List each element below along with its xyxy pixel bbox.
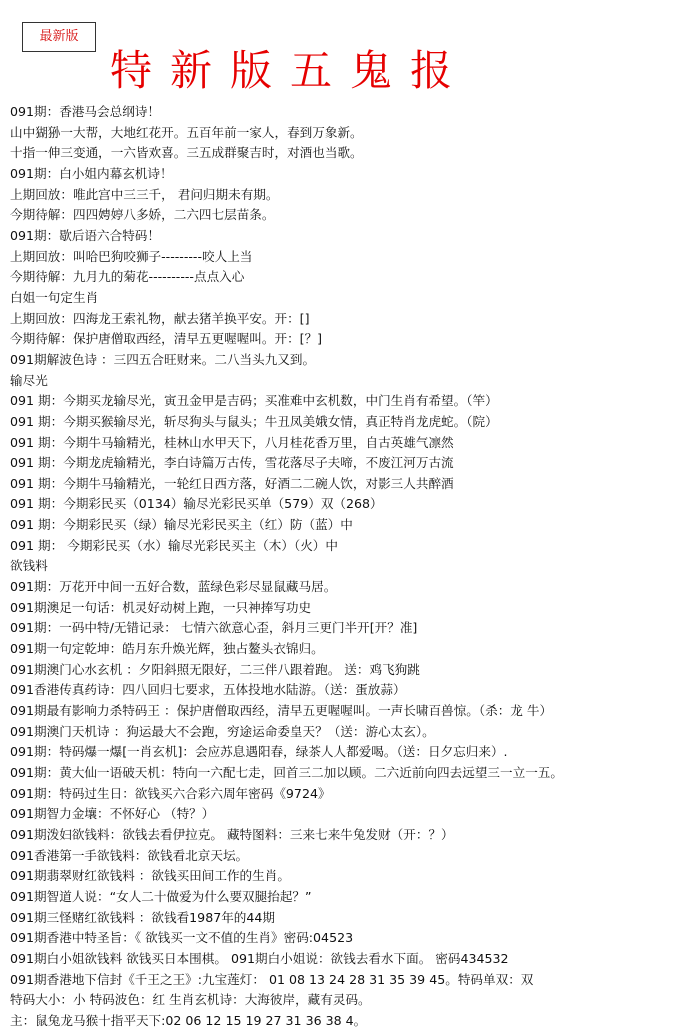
text-line: 091期：白小姐内幕玄机诗！ bbox=[10, 165, 173, 181]
text-line: 091 期：今期牛马输精光，一轮红日西方落，好酒二二碗人饮，对影三人共醉酒 bbox=[10, 475, 454, 491]
text-line: 091 期：今期彩民买（0134）输尽光彩民买单（579）双（268） bbox=[10, 496, 383, 512]
text-line: 091 期：今期买猴输尽光，斩尽狗头与鼠头；牛丑凤美娥女情，真正特肖龙虎蛇。（院） bbox=[10, 413, 498, 429]
text-line: 091期香港地下信封《千王之王》:九宝莲灯： 01 08 13 24 28 31 35 39 45。特码单双：双 bbox=[10, 971, 534, 987]
document-body bbox=[10, 102, 686, 1032]
text-line: 今期待解：保护唐僧取西经，清早五更喔喔叫。开：[？] bbox=[10, 331, 323, 347]
text-line: 091期澳门天机诗 ：狗运最大不会跑，穷途运命委皇天？（送：游心太玄）。 bbox=[10, 723, 435, 739]
text-line: 今期待解：四四娉婷八多娇，二六四七层苗条。 bbox=[10, 207, 275, 223]
text-line: 091期：香港马会总纲诗！ bbox=[10, 104, 160, 119]
text-line: 上期回放：唯此宫中三三千， 君问归期未有期。 bbox=[10, 186, 279, 202]
text-line: 091期澳门心水玄机 ：夕阳斜照无限好，二三伴八跟着跑。 送：鸡飞狗跳 bbox=[10, 661, 420, 677]
text-line: 091 期：今期龙虎输精光，李白诗篇万古传，雪花落尽子夫啼，不废江河万古流 bbox=[10, 455, 454, 471]
text-line: 091期：特码爆一爆[一肖玄机]：会应苏息遇阳春，绿茶人人都爱喝。（送：日夕忘归来）. bbox=[10, 744, 508, 760]
text-line: 091 期：今期牛马输精光，桂林山水甲天下，八月桂花香万里，自古英雄气凛然 bbox=[10, 434, 454, 450]
text-line: 主：鼠兔龙马猴十指平天下:02 06 12 15 19 27 31 36 38 4。 bbox=[10, 1012, 367, 1028]
text-line: 091期：黄大仙一语破天机：特向一六配七走，回首三二加以顾。二六近前向四去远望三一立一五。 bbox=[10, 765, 563, 780]
text-line: 091 期：今期买龙输尽光，寅丑金甲是吉码；买准难中玄机数，中门生肖有希望。（竿） bbox=[10, 393, 498, 409]
text-line: 091期澳足一句话：机灵好动树上跑，一只神捧写功史 bbox=[10, 599, 312, 615]
text-line: 091期智道人说：“女人二十做爱为什么要双腿抬起？” bbox=[10, 888, 312, 904]
text-line: 091香港第一手欲钱料：欲钱看北京天坛。 bbox=[10, 847, 249, 863]
text-line: 091期翡翠财红欲钱料 ：欲钱买田间工作的生肖。 bbox=[10, 868, 290, 884]
text-line: 091期：万花开中间一五好合数，蓝绿色彩尽显鼠藏马居。 bbox=[10, 579, 337, 595]
text-line: 091期白小姐欲钱料 欲钱买日本围棋。 091期白小姐说：欲钱去看水下面。 密码434532 bbox=[10, 950, 509, 966]
text-line: 上期回放：四海龙王索礼物，献去猪羊换平安。开：[] bbox=[10, 310, 310, 326]
text-line: 091期：歇后语六合特码！ bbox=[10, 227, 160, 243]
text-line: 白姐一句定生肖 bbox=[10, 289, 99, 305]
page-title: 特新版五鬼报 bbox=[110, 46, 471, 95]
text-line: 特码大小：小 特码波色：红 生肖玄机诗：大海彼岸，藏有灵码。 bbox=[10, 992, 371, 1008]
text-line: 091期解波色诗 ：三四五合旺财来。二八当头九又到。 bbox=[10, 351, 316, 367]
text-line: 091 期：今期彩民买（绿）输尽光彩民买主（红）防（蓝）中 bbox=[10, 517, 353, 533]
text-line: 091 期： 今期彩民买（水）输尽光彩民买主（木）（火）中 bbox=[10, 537, 338, 553]
text-line: 十指一伸三变通，一六皆欢喜。三五成群聚吉时，对酒也当歌。 bbox=[10, 145, 363, 161]
text-line: 091期三怪赌红欲钱料 ：欲钱看1987年的44期 bbox=[10, 909, 276, 925]
text-line: 上期回放：叫哈巴狗咬狮子---------咬人上当 bbox=[10, 248, 253, 264]
text-line: 输尽光 bbox=[10, 372, 48, 388]
text-line: 091期香港中特圣旨：《 欲钱买一文不值的生肖》密码:04523 bbox=[10, 930, 354, 946]
text-line: 091期泼妇欲钱料：欲钱去看伊拉克。 藏特图料：三来七来牛兔发财（开：？） bbox=[10, 826, 454, 842]
text-line: 091期一句定乾坤：皓月东升焕光辉，独占鳌头衣锦归。 bbox=[10, 641, 324, 657]
text-line: 091期：特码过生日：欲钱买六合彩六周年密码《9724》 bbox=[10, 785, 331, 801]
latest-version-badge: 最新版 bbox=[22, 22, 96, 52]
text-line: 091期最有影响力杀特码王 ：保护唐僧取西经，清早五更喔喔叫。一声长啸百兽惊。（杀：龙 牛） bbox=[10, 703, 553, 719]
text-line: 今期待解：九月九的菊花----------点点入心 bbox=[10, 269, 245, 285]
text-line: 091期智力金壤：不怀好心 （特？） bbox=[10, 806, 215, 822]
text-line: 091香港传真药诗：四八回归七要求，五体投地水陆游。（送：蛋放蒜） bbox=[10, 682, 406, 698]
text-line: 山中猢狲一大帮，大地红花开。五百年前一家人，春到万象新。 bbox=[10, 124, 363, 140]
text-line: 欲钱料 bbox=[10, 558, 48, 574]
text-line: 091期：一码中特/无错记录： 七情六欲意心歪，斜月三更门半开[开？准] bbox=[10, 620, 418, 636]
